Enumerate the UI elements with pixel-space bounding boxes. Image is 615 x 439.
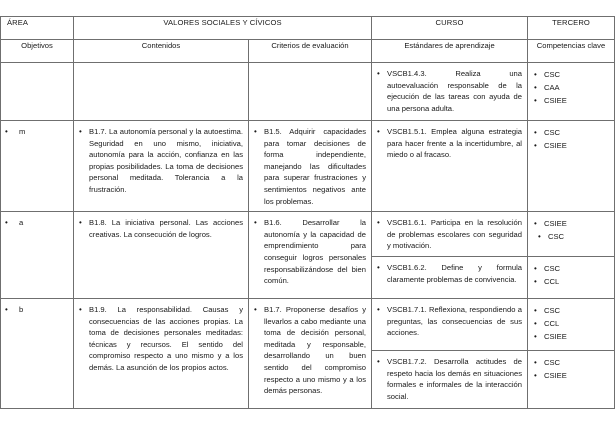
bullet-icon: • [254, 304, 257, 314]
bullet-icon: • [377, 69, 380, 78]
header-row-2 [1, 40, 615, 63]
header-tercero: TERCERO [528, 17, 615, 40]
header-objetivos: Objetivos [1, 40, 74, 63]
bullet-icon: • [534, 370, 537, 380]
content-cell [74, 212, 249, 299]
standard-cell [372, 298, 528, 350]
table-row [1, 212, 615, 257]
standard-text: VSCB1.7.1. Reflexiona, respondiendo a preguntas, las consecuencias de sus acciones. [387, 304, 522, 338]
header-criterios: Criterios de evaluación [249, 40, 372, 63]
criteria-text: B1.6. Desarrollar la autonomía y la capacidad de emprendimiento para conseguir logros personales responsabilizándose del bien común. [264, 218, 366, 286]
objective-cell [1, 63, 74, 121]
competence-cell [528, 212, 615, 257]
table-row [1, 63, 615, 121]
bullet-icon: • [534, 127, 537, 137]
bullet-icon: • [377, 304, 380, 314]
standard-text: VSCB1.6.2. Define y formula claramente problemas de convivencia. [387, 262, 522, 284]
criteria-cell [249, 298, 372, 408]
standard-cell [372, 212, 528, 257]
bullet-icon: • [254, 127, 257, 136]
header-valores: VALORES SOCIALES Y CÍVICOS [74, 17, 372, 40]
objective-cell [1, 298, 74, 408]
bullet-icon: • [534, 218, 537, 228]
header-area: ÁREA [1, 17, 74, 40]
content-text: B1.7. La autonomía personal y la autoestima. Seguridad en uno mismo, iniciativa, autonomía para la acción, confianza en las propias posibilidades. La toma de decisiones personal meditada. Tolerancia a la frustración. [89, 127, 243, 194]
competence-item: CAA [544, 82, 560, 92]
bullet-icon: • [534, 263, 537, 273]
competence-item: CSC [548, 232, 565, 242]
bullet-icon: • [79, 218, 82, 228]
content-cell [74, 121, 249, 212]
bullet-icon: • [534, 69, 537, 79]
standard-cell [372, 121, 528, 212]
objective-label: m [19, 127, 26, 136]
competence-item: CCL [544, 318, 560, 328]
header-competencias: Competencias clave [528, 40, 615, 63]
competence-cell [528, 256, 615, 298]
bullet-icon: • [534, 276, 537, 286]
competence-item: CSIEE [544, 370, 567, 380]
bullet-icon: • [377, 127, 380, 136]
competence-item: CSC [544, 357, 561, 367]
criteria-text: B1.5. Adquirir capacidades para tomar decisiones de forma independiente, manejando las dificultades para superar frustraciones y sentimientos negativos ante los problemas. [264, 127, 366, 206]
objective-cell [1, 121, 74, 212]
competence-item: CSIEE [544, 218, 567, 228]
competence-cell [528, 298, 615, 350]
bullet-icon: • [534, 140, 537, 150]
criteria-cell [249, 212, 372, 299]
objective-cell [1, 212, 74, 299]
competence-item: CSIEE [544, 332, 567, 342]
bullet-icon: • [534, 82, 537, 92]
bullet-icon: • [5, 304, 8, 314]
criteria-text: B1.7. Proponerse desafíos y llevarlos a cabo mediante una toma de decisión personal, meditada y responsable, desarrollando un buen sentido del compromiso respecto a uno mismo y a los demás personas. [264, 304, 366, 396]
criteria-cell [249, 121, 372, 212]
competence-item: CSC [544, 263, 561, 273]
competence-cell [528, 350, 615, 408]
competence-cell [528, 63, 615, 121]
competence-item: CSC [544, 69, 561, 79]
bullet-icon: • [254, 218, 257, 228]
bullet-icon: • [534, 318, 537, 328]
standard-text: VSCB1.6.1. Participa en la resolución de problemas escolares con seguridad y motivación. [387, 218, 522, 251]
header-row-1 [1, 17, 615, 40]
standard-cell [372, 350, 528, 408]
bullet-icon: • [377, 218, 380, 228]
criteria-cell [249, 63, 372, 121]
standard-cell [372, 256, 528, 298]
objective-label: a [19, 218, 24, 228]
competence-item: CSIEE [544, 140, 567, 150]
header-curso: CURSO [372, 17, 528, 40]
standard-text: VSCB1.4.3. Realiza una autoevaluación responsable de la ejecución de las tareas con ayuda de una persona adulta. [387, 69, 522, 113]
content-text: B1.9. La responsabilidad. Causas y consecuencias de las acciones propias. La toma de decisiones personales meditadas: técnicas y recursos. El sentido del compromiso respecto a uno mismo y a los demás. La asunción de los propios actos. [89, 304, 243, 372]
competence-item: CSC [544, 305, 561, 315]
competence-item: CSC [544, 127, 561, 137]
bullet-icon: • [534, 357, 537, 367]
bullet-icon: • [79, 304, 82, 314]
competence-item: CCL [544, 276, 560, 286]
standard-cell [372, 63, 528, 121]
bullet-icon: • [377, 262, 380, 272]
content-text: B1.8. La iniciativa personal. Las acciones creativas. La consecución de logros. [89, 218, 243, 239]
standard-text: VSCB1.5.1. Emplea alguna estrategia para hacer frente a la incertidumbre, al miedo o al fracaso. [387, 127, 522, 160]
header-contenidos: Contenidos [74, 40, 249, 63]
content-cell [74, 63, 249, 121]
bullet-icon: • [538, 232, 541, 242]
competence-item: CSIEE [544, 96, 567, 106]
content-cell [74, 298, 249, 408]
bullet-icon: • [79, 127, 82, 136]
bullet-icon: • [534, 96, 537, 106]
header-estandares: Estándares de aprendizaje [372, 40, 528, 63]
standard-text: VSCB1.7.2. Desarrolla actitudes de respeto hacia los demás en situaciones formales e informales de la interacción social. [387, 356, 522, 401]
table-row [1, 298, 615, 350]
bullet-icon: • [377, 356, 380, 366]
bullet-icon: • [534, 305, 537, 315]
bullet-icon: • [5, 127, 8, 136]
table-row [1, 121, 615, 212]
competence-cell [528, 121, 615, 212]
objective-label: b [19, 304, 24, 314]
bullet-icon: • [5, 218, 8, 228]
curriculum-table [0, 16, 615, 409]
bullet-icon: • [534, 332, 537, 342]
